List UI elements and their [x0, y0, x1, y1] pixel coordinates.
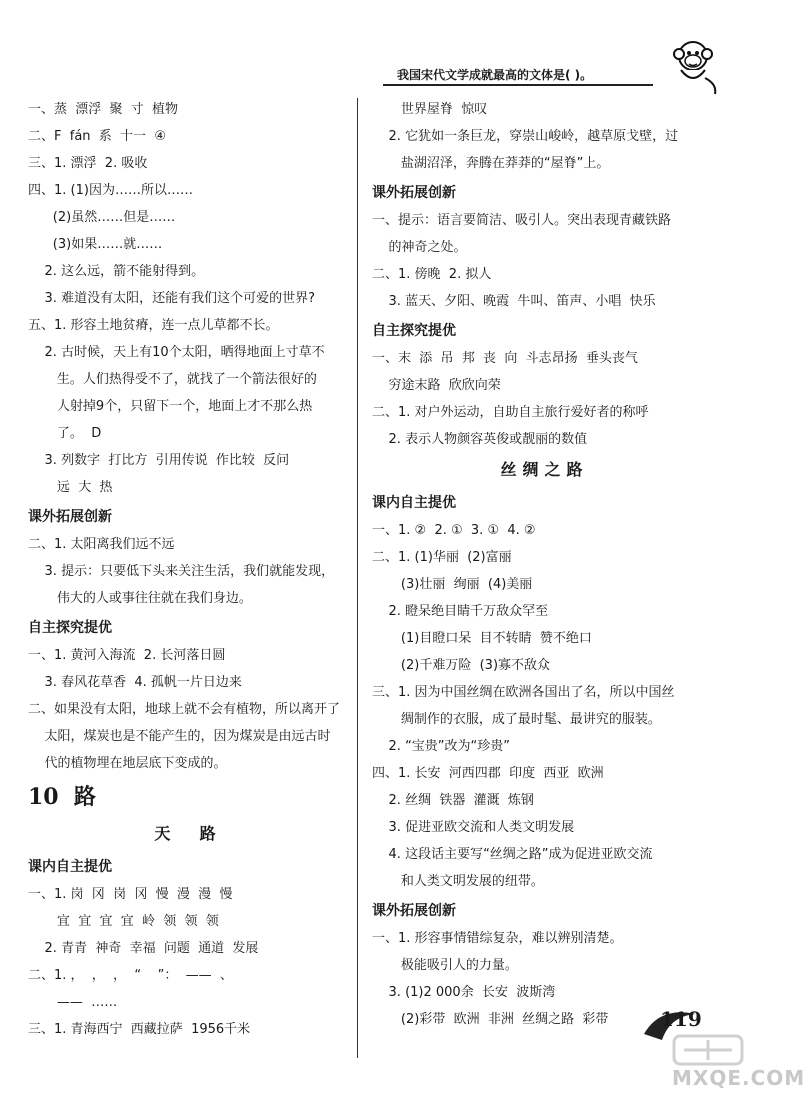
- answer-line: (2)彩带 欧洲 非洲 丝绸之路 彩带: [372, 1012, 609, 1027]
- section-heading: 课外拓展创新: [372, 185, 456, 201]
- answer-line: 3. 列数字 打比方 引用传说 作比较 反问: [28, 453, 290, 468]
- answer-line: 一、1. 黄河入海流 2. 长河落日圆: [28, 648, 226, 663]
- answer-line: 一、提示：语言要简洁、吸引人。突出表现青藏铁路: [372, 213, 672, 228]
- answer-line: (3)壮丽 绚丽 (4)美丽: [372, 577, 533, 592]
- answer-line: 3. 促进亚欧交流和人类文明发展: [372, 820, 575, 835]
- answer-line: 一、1. 岗 冈 岗 冈 慢 漫 漫 慢: [28, 887, 233, 902]
- answer-line: 人射掉9个，只留下一个，地面上才不那么热: [28, 399, 313, 414]
- answer-line: 2. 丝绸 铁器 灌溉 炼钢: [372, 793, 534, 808]
- section-heading: 自主探究提优: [372, 323, 456, 339]
- answer-line: (2)虽然……但是……: [28, 210, 176, 225]
- answer-line: 二、1. 太阳离我们远不远: [28, 537, 175, 552]
- answer-line: 3. 蓝天、夕阳、晚霞 牛叫、笛声、小唱 快乐: [372, 294, 656, 309]
- monkey-mascot-icon: [655, 28, 725, 98]
- answer-line: 3. 提示：只要低下头来关注生活，我们就能发现，: [28, 564, 335, 579]
- answer-line: 代的植物埋在地层底下变成的。: [28, 756, 227, 771]
- answer-line: 太阳，煤炭也是不能产生的，因为煤炭是由远古时: [28, 729, 331, 744]
- lesson-title: 10 路: [28, 784, 96, 810]
- answer-line: 三、1. 青海西宁 西藏拉萨 1956千米: [28, 1022, 251, 1037]
- answer-line: 一、末 添 吊 邦 丧 向 斗志昂扬 垂头丧气: [372, 351, 638, 366]
- answer-line: 生。人们热得受不了，就找了一个箭法很好的: [28, 372, 317, 387]
- answer-line: 二、1. 傍晚 2. 拟人: [372, 267, 492, 282]
- answer-line: 远 大 热: [28, 480, 113, 495]
- answer-line: 三、1. 漂浮 2. 吸收: [28, 156, 148, 171]
- answer-line: 2. 古时候，天上有10个太阳，晒得地面上寸草不: [28, 345, 325, 360]
- answer-line: 一、1. 形容事情错综复杂，难以辨别清楚。: [372, 931, 623, 946]
- header-quiz-bar: [383, 64, 653, 88]
- section-heading: 课外拓展创新: [28, 509, 112, 525]
- answer-line: (2)千难万险 (3)寡不敌众: [372, 658, 551, 673]
- answer-line: 盐湖沼泽，奔腾在莽莽的“屋脊”上。: [372, 156, 610, 171]
- answer-line: —— ……: [28, 995, 118, 1010]
- answer-line: 了。 D: [28, 426, 102, 441]
- answer-line: 一、1. ② 2. ① 3. ① 4. ②: [372, 523, 536, 538]
- answer-line: 二、1. 对户外运动，自助自主旅行爱好者的称呼: [372, 405, 649, 420]
- answer-line: 2. 瞪呆绝目睛千万敌众罕至: [372, 604, 549, 619]
- watermark-text: MXQE.COM: [672, 1066, 805, 1090]
- answer-line: 绸制作的衣服，成了最时髦、最讲究的服装。: [372, 712, 661, 727]
- answer-line: (1)目瞪口呆 目不转睛 赞不绝口: [372, 631, 592, 646]
- answer-line: 世界屋脊 惊叹: [372, 102, 488, 117]
- lesson-subtitle: 丝绸之路: [500, 460, 589, 479]
- answer-line: 3. (1)2 000余 长安 波斯湾: [372, 985, 556, 1000]
- answer-line: 一、蒸 漂浮 聚 寸 植物: [28, 102, 179, 117]
- answer-line: 的神奇之处。: [372, 240, 467, 255]
- answer-line: 2. 它犹如一条巨龙，穿崇山峻岭，越草原戈壁，过: [372, 129, 679, 144]
- answer-line: 2. “宝贵”改为“珍贵”: [372, 739, 511, 754]
- header-quiz-text: 我国宋代文学成就最高的文体是( )。: [397, 68, 593, 82]
- section-heading: 自主探究提优: [28, 620, 112, 636]
- answer-line: 穷途末路 欣欣向荣: [372, 378, 501, 393]
- answer-line: 2. 这么远，箭不能射得到。: [28, 264, 205, 279]
- answer-line: 二、1. ， ， ， “ ”： —— 、: [28, 968, 233, 983]
- answer-line: (3)如果……就……: [28, 237, 163, 252]
- answer-line: 3. 难道没有太阳，还能有我们这个可爱的世界?: [28, 291, 315, 306]
- answer-line: 三、1. 因为中国丝绸在欧洲各国出了名，所以中国丝: [372, 685, 675, 700]
- answer-line: 二、如果没有太阳，地球上就不会有植物，所以离开了: [28, 702, 341, 717]
- column-divider: [357, 98, 358, 1058]
- section-heading: 课内自主提优: [28, 859, 112, 875]
- page-number: 119: [660, 1007, 702, 1031]
- section-heading: 课内自主提优: [372, 495, 456, 511]
- answer-line: 宜 宜 宜 宜 岭 领 领 领: [28, 914, 219, 929]
- lesson-subtitle: 天 路: [154, 824, 222, 843]
- answer-line: 二、1. (1)华丽 (2)富丽: [372, 550, 512, 565]
- answer-line: 二、F fán 系 十一 ④: [28, 129, 166, 144]
- header-rule: [383, 84, 653, 86]
- answer-line: 4. 这段话主要写“丝绸之路”成为促进亚欧交流: [372, 847, 653, 862]
- answer-line: 五、1. 形容土地贫瘠，连一点儿草都不长。: [28, 318, 279, 333]
- answer-line: 四、1. 长安 河西四郡 印度 西亚 欧洲: [372, 766, 604, 781]
- answer-line: 和人类文明发展的纽带。: [372, 874, 544, 889]
- answer-line: 极能吸引人的力量。: [372, 958, 518, 973]
- left-column: [28, 96, 348, 1043]
- answer-line: 2. 表示人物颜容英俊或靓丽的数值: [372, 432, 588, 447]
- answer-line: 3. 春风花草香 4. 孤帆一片日边来: [28, 675, 242, 690]
- answer-line: 伟大的人或事往往就在我们身边。: [28, 591, 252, 606]
- answer-line: 四、1. (1)因为……所以……: [28, 183, 193, 198]
- section-heading: 课外拓展创新: [372, 903, 456, 919]
- answer-line: 2. 青青 神奇 幸福 问题 通道 发展: [28, 941, 259, 956]
- right-column: [372, 96, 717, 1033]
